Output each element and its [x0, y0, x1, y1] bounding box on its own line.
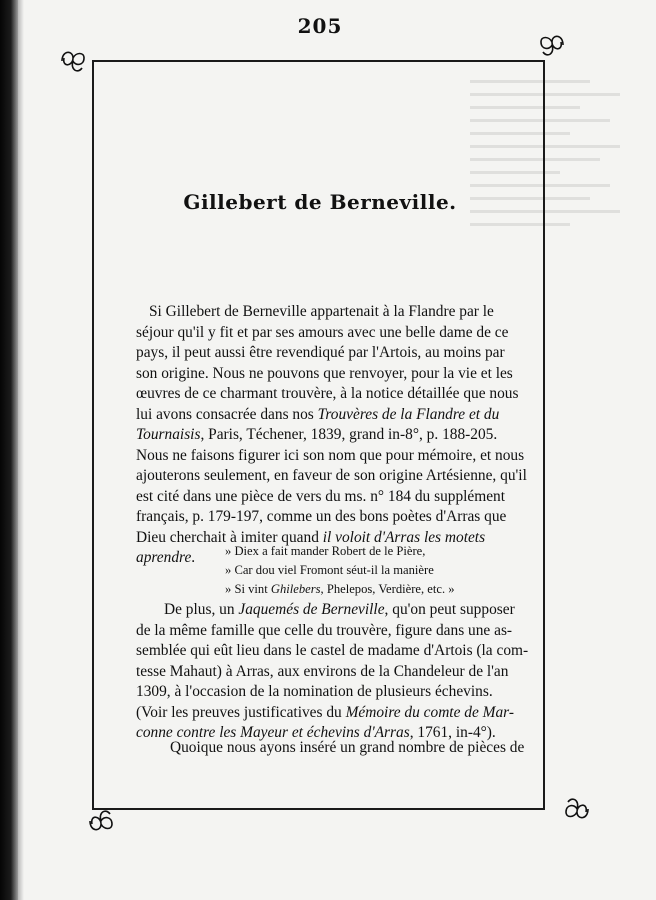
- book-title: Mémoire du comte de Mar-: [345, 703, 514, 721]
- text-line: [136, 425, 520, 446]
- binding-gradient: [18, 0, 24, 900]
- verse-quotation: [225, 542, 525, 599]
- corner-ornament-bottom-right-icon: [562, 794, 592, 824]
- text-line: Quoique nous ayons inséré un grand nombre de pièces de: [170, 739, 525, 756]
- text-run: De plus, un: [164, 601, 239, 618]
- corner-ornament-bottom-left-icon: [86, 806, 116, 836]
- quoted-phrase: aprendre: [136, 549, 192, 566]
- text-line: français, p. 179-197, comme un des bons poètes d'Arras que: [136, 508, 507, 525]
- book-title: Trouvères de la Flandre et du: [317, 405, 500, 423]
- corner-ornament-top-right-icon: [537, 30, 567, 60]
- book-title: Tournaisis: [136, 426, 201, 443]
- text-run: , qu'on peut supposer: [384, 601, 515, 618]
- text-line: 1309, à l'occasion de la nomination de plusieurs échevins.: [136, 683, 493, 700]
- text-run: .: [191, 549, 196, 566]
- text-run: lui avons consacrée dans nos: [136, 405, 318, 423]
- text-line: semblée qui eût lieu dans le castel de madame d'Artois (la com-: [136, 642, 529, 659]
- text-line: [136, 600, 520, 621]
- text-line: [136, 405, 520, 426]
- name-italic: Jaquemés de Berneville: [238, 601, 385, 618]
- text-run: Dieu cherchait à imiter quand: [136, 528, 323, 546]
- text-line: ajouterons seulement, en faveur de son origine Artésienne, qu'il: [136, 467, 527, 484]
- text-line: son origine. Nous ne pouvons que renvoyer, pour la vie et les: [136, 364, 513, 382]
- text-line: œuvres de ce charmant trouvère, à la notice détaillée que nous: [136, 385, 519, 402]
- paragraph-3: [136, 738, 525, 759]
- text-line: est cité dans une pièce de vers du ms. n° 184 du supplément: [136, 487, 506, 505]
- text-run: , Paris, Téchener, 1839, grand in-8°, p. 188-205.: [200, 426, 498, 443]
- paragraph-1: [136, 302, 527, 569]
- section-title: Gillebert de Berneville.: [183, 190, 457, 214]
- text-line: pays, il peut aussi être revendiqué par l'Artois, au moins par: [136, 344, 505, 361]
- verse-line: [225, 580, 525, 599]
- text-line: Si Gillebert de Berneville appartenait à la Flandre par le: [149, 303, 494, 320]
- corner-ornament-top-left-icon: [58, 46, 88, 76]
- book-title: conne contre les Mayeur et échevins d'Arras: [136, 724, 410, 741]
- quoted-phrase: il voloit d'Arras les motets: [322, 528, 486, 546]
- name-italic: Ghilebers: [270, 582, 321, 596]
- text-line: [136, 703, 520, 724]
- paragraph-2: [136, 600, 529, 744]
- text-line: Nous ne faisons figurer ici son nom que pour mémoire, et nous: [136, 446, 525, 464]
- book-binding-shadow: [0, 0, 18, 900]
- text-line: tesse Mahaut) à Arras, aux environs de la Chandeleur de l'an: [136, 662, 509, 680]
- text-line: de la même famille que celle du trouvère, figure dans une as-: [136, 621, 513, 639]
- text-run: , Phelepos, Verdière, etc. »: [320, 582, 455, 596]
- page-number: 205: [297, 14, 343, 38]
- text-line: séjour qu'il y fit et par ses amours avec une belle dame de ce: [136, 323, 509, 341]
- verse-line: » Car dou viel Fromont séut-il la manière: [225, 563, 434, 577]
- text-run: » Si vint: [225, 582, 271, 596]
- text-run: , 1761, in-4°).: [409, 724, 496, 741]
- text-run: (Voir les preuves justificatives du: [136, 703, 346, 721]
- verse-line: » Diex a fait mander Robert de le Pière,: [225, 544, 426, 558]
